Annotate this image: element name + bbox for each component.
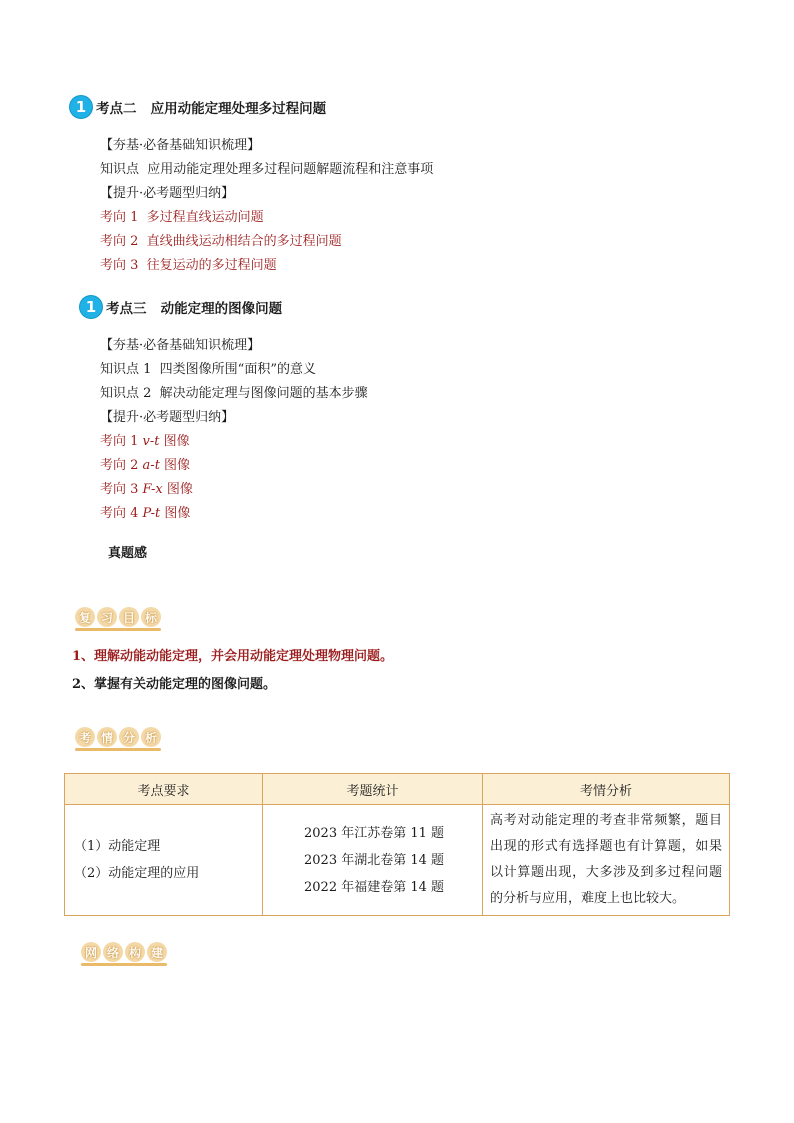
requirement-item: （1）动能定理 <box>74 839 161 854</box>
analysis-text: 高考对动能定理的考查非常频繁，题目出现的形式有选择题也有计算题，如果以计算题出现，大多涉及到多过程问题的分析与应用，难度上也比较大。 <box>490 813 722 906</box>
banner-underline <box>81 963 167 966</box>
outline-direction-line: 考向 2 a-t 图像 <box>100 458 191 473</box>
statistic-item: 2023 年江苏卷第 11 题 <box>304 825 445 841</box>
outline-direction-line: 考向 1 多过程直线运动问题 <box>100 210 264 225</box>
zhenti-label: 真题感 <box>108 546 148 561</box>
outline-direction-line: 考向 2 直线曲线运动相结合的多过程问题 <box>100 234 342 249</box>
outline-line: 知识点 2 解决动能定理与图像问题的基本步骤 <box>100 386 368 401</box>
banner-char: 情 <box>97 727 117 747</box>
outline-direction-line: 考向 4 P-t 图像 <box>100 506 191 521</box>
statistic-item: 2022 年福建卷第 14 题 <box>304 879 445 895</box>
banner-char: 目 <box>119 607 139 627</box>
analysis-banner <box>75 727 161 751</box>
banner-char: 析 <box>141 727 161 747</box>
outline-direction-line: 考向 3 F-x 图像 <box>100 482 193 497</box>
outline-direction-line: 考向 3 往复运动的多过程问题 <box>100 258 277 273</box>
section-title: 考点三 动能定理的图像问题 <box>106 301 283 317</box>
review-goal-item: 1、理解动能动能定理，并会用动能定理处理物理问题。 <box>72 649 394 664</box>
table-header: 考点要求 <box>65 774 263 805</box>
section-number-badge: 1 <box>70 96 92 118</box>
banner-char: 构 <box>125 942 145 962</box>
banner-char: 络 <box>103 942 123 962</box>
outline-line: 【夯基·必备基础知识梳理】 <box>100 138 261 153</box>
banner-char: 网 <box>81 942 101 962</box>
banner-char: 考 <box>75 727 95 747</box>
outline-line: 【提升·必考题型归纳】 <box>100 410 235 425</box>
banner-underline <box>75 628 161 631</box>
section-3-heading <box>80 296 282 318</box>
review-goal-item: 2、掌握有关动能定理的图像问题。 <box>72 677 277 692</box>
analysis-cell <box>483 805 730 916</box>
banner-char: 标 <box>141 607 161 627</box>
outline-direction-line: 考向 1 v-t 图像 <box>100 434 190 449</box>
statistics-cell <box>263 805 483 916</box>
banner-underline <box>75 748 161 751</box>
table-row <box>65 805 730 916</box>
table-header: 考题统计 <box>263 774 483 805</box>
banner-char: 习 <box>97 607 117 627</box>
banner-char: 分 <box>119 727 139 747</box>
table-header: 考情分析 <box>483 774 730 805</box>
section-number-badge: 1 <box>80 296 102 318</box>
requirements-cell <box>65 805 263 916</box>
section-title: 考点二 应用动能定理处理多过程问题 <box>96 101 327 117</box>
review-goals-banner <box>75 607 161 631</box>
table-header-row <box>65 774 730 805</box>
outline-line: 知识点 1 四类图像所围“面积”的意义 <box>100 362 316 377</box>
outline-line: 知识点 应用动能定理处理多过程问题解题流程和注意事项 <box>100 162 434 177</box>
outline-line: 【夯基·必备基础知识梳理】 <box>100 338 261 353</box>
statistic-item: 2023 年湖北卷第 14 题 <box>304 852 445 868</box>
analysis-table <box>64 773 730 916</box>
requirement-item: （2）动能定理的应用 <box>74 866 200 881</box>
banner-char: 建 <box>147 942 167 962</box>
banner-char: 复 <box>75 607 95 627</box>
section-2-heading <box>70 96 326 118</box>
network-banner <box>81 942 167 966</box>
outline-line: 【提升·必考题型归纳】 <box>100 186 235 201</box>
